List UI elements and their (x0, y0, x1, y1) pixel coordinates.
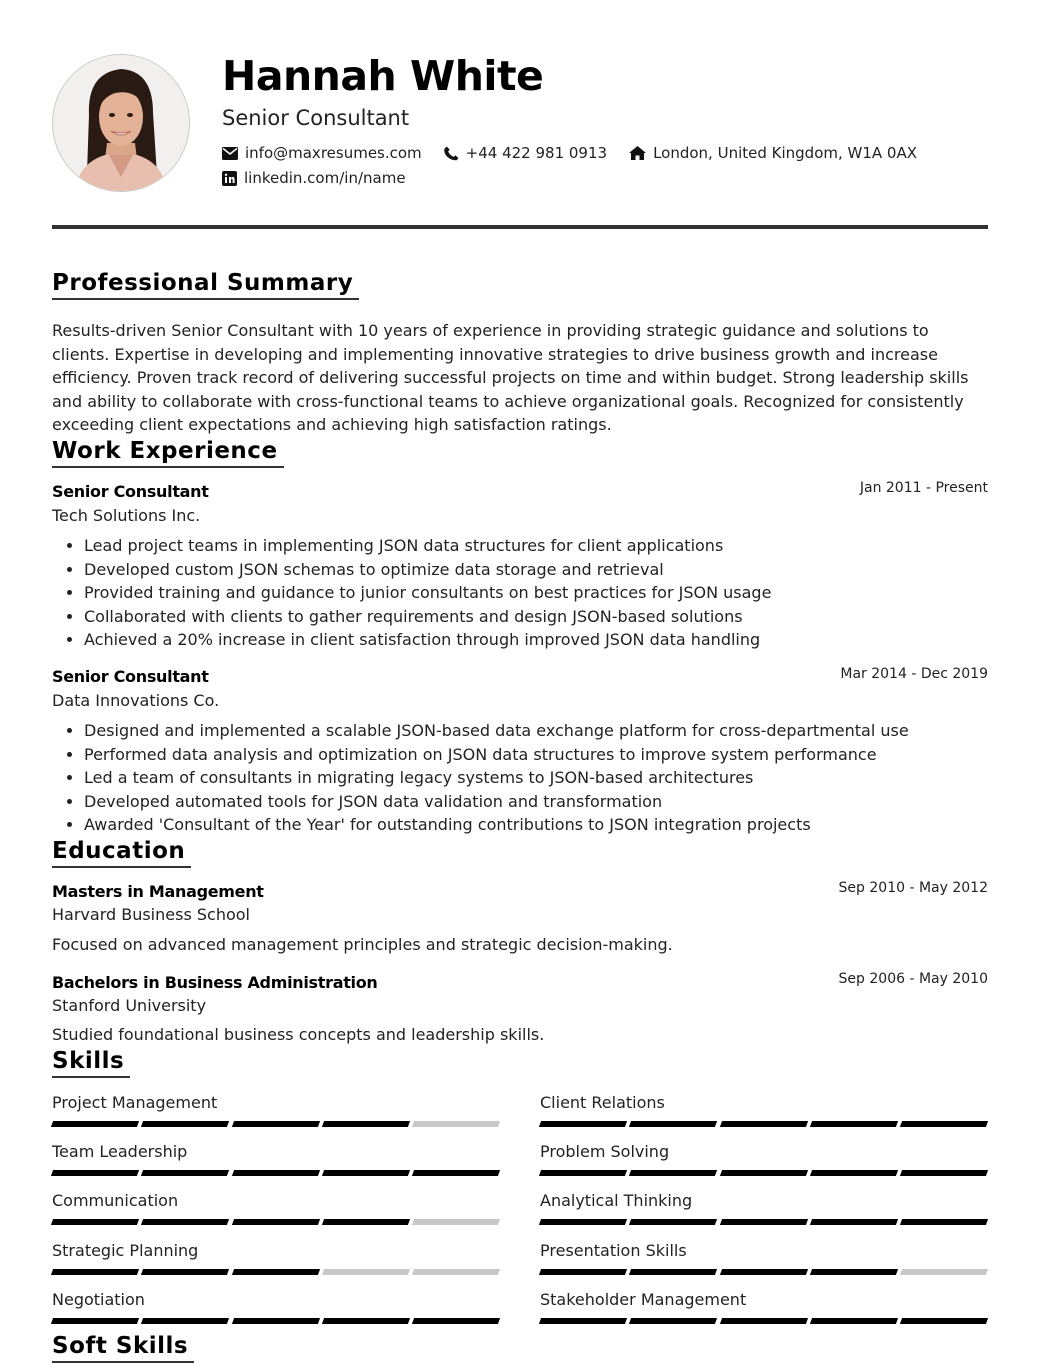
job-dates: Jan 2011 - Present (859, 480, 988, 496)
skill-level-filled (51, 1121, 139, 1127)
job-bullet: • Collaborated with clients to gather requirements and design JSON-based solutions (84, 605, 988, 629)
contact-phone[interactable] (444, 144, 607, 162)
skill-level-filled (231, 1170, 319, 1176)
skill-level-filled (322, 1170, 410, 1176)
skill-item (52, 1092, 499, 1127)
skill-level-filled (412, 1318, 500, 1324)
skill-level-filled (51, 1318, 139, 1324)
skill-level-filled (231, 1269, 319, 1275)
skill-level-filled (810, 1121, 898, 1127)
job-bullet: • Designed and implemented a scalable JSON-based data exchange platform for cross-departmental use (84, 719, 988, 743)
skill-item (540, 1141, 987, 1176)
skill-name: Project Management (52, 1093, 218, 1112)
skill-level-filled (141, 1121, 229, 1127)
skill-name: Team Leadership (52, 1142, 188, 1161)
skill-level-bar (52, 1170, 499, 1176)
linkedin-icon (222, 171, 237, 186)
education-dates: Sep 2006 - May 2010 (838, 971, 988, 987)
skill-name: Presentation Skills (540, 1241, 687, 1260)
avatar (52, 54, 190, 192)
skill-level-filled (810, 1318, 898, 1324)
job-bullet: • Developed automated tools for JSON data validation and transformation (84, 790, 988, 814)
skill-level-filled (539, 1121, 627, 1127)
candidate-title: Senior Consultant (222, 106, 410, 130)
resume-page (52, 0, 988, 1359)
job-company: Data Innovations Co. (52, 691, 220, 710)
skill-item (540, 1240, 987, 1275)
home-icon (629, 146, 646, 160)
skill-item (52, 1141, 499, 1176)
skill-level-bar (52, 1121, 499, 1127)
education-degree: Bachelors in Business Administration (52, 973, 378, 992)
education-school: Harvard Business School (52, 905, 250, 924)
skill-level-empty (412, 1269, 500, 1275)
skill-level-bar (540, 1219, 987, 1225)
skill-name: Communication (52, 1191, 179, 1210)
skill-level-empty (322, 1269, 410, 1275)
skill-level-filled (629, 1170, 717, 1176)
skill-level-filled (539, 1318, 627, 1324)
skill-level-bar (540, 1269, 987, 1275)
job-bullet: • Achieved a 20% increase in client satisfaction through improved JSON data handling (84, 628, 988, 652)
skill-item (52, 1289, 499, 1324)
experience-heading: Work Experience (52, 436, 284, 468)
skill-level-bar (52, 1318, 499, 1324)
contact-linkedin[interactable] (222, 169, 406, 187)
skill-level-filled (322, 1219, 410, 1225)
skill-level-filled (719, 1170, 807, 1176)
skill-level-filled (719, 1269, 807, 1275)
skill-level-filled (629, 1269, 717, 1275)
contact-email[interactable] (222, 144, 422, 162)
skill-level-filled (412, 1170, 500, 1176)
education-description: Focused on advanced management principles and strategic decision-making. (52, 935, 673, 954)
skill-item (52, 1190, 499, 1225)
education-heading: Education (52, 836, 191, 868)
job-bullet: • Developed custom JSON schemas to optimize data storage and retrieval (84, 558, 988, 582)
skill-level-filled (719, 1219, 807, 1225)
skill-level-empty (900, 1269, 988, 1275)
skill-item (540, 1092, 987, 1127)
skill-name: Client Relations (540, 1093, 665, 1112)
contact-row-secondary (222, 169, 428, 187)
job-title: Senior Consultant (52, 667, 209, 686)
portrait-photo-icon (53, 55, 189, 191)
job-company: Tech Solutions Inc. (52, 506, 201, 525)
education-description: Studied foundational business concepts and leadership skills. (52, 1025, 545, 1044)
skill-level-filled (231, 1121, 319, 1127)
job-bullet: • Led a team of consultants in migrating legacy systems to JSON-based architectures (84, 766, 988, 790)
skill-level-filled (810, 1170, 898, 1176)
skill-level-filled (629, 1219, 717, 1225)
skill-level-filled (900, 1121, 988, 1127)
summary-heading: Professional Summary (52, 268, 359, 300)
contact-row-primary (222, 144, 939, 162)
skill-level-empty (412, 1219, 500, 1225)
skill-name: Negotiation (52, 1290, 145, 1309)
skill-level-filled (322, 1121, 410, 1127)
skill-level-bar (540, 1318, 987, 1324)
skill-level-bar (52, 1219, 499, 1225)
skill-level-filled (810, 1219, 898, 1225)
phone-text: +44 422 981 0913 (465, 144, 608, 162)
skill-level-bar (52, 1269, 499, 1275)
skill-level-filled (141, 1219, 229, 1225)
skill-level-filled (900, 1219, 988, 1225)
job-title: Senior Consultant (52, 482, 209, 501)
job-bullets (52, 719, 988, 837)
skill-level-empty (412, 1121, 500, 1127)
skill-level-filled (51, 1170, 139, 1176)
skill-level-filled (231, 1318, 319, 1324)
job-bullet: • Provided training and guidance to junior consultants on best practices for JSON usage (84, 581, 988, 605)
resume-header (52, 0, 988, 200)
education-school: Stanford University (52, 996, 207, 1015)
skills-heading: Skills (52, 1046, 130, 1078)
skill-level-filled (629, 1121, 717, 1127)
phone-icon (444, 146, 459, 161)
skill-level-filled (322, 1318, 410, 1324)
skill-level-filled (141, 1269, 229, 1275)
skill-level-filled (141, 1170, 229, 1176)
skill-level-filled (539, 1170, 627, 1176)
skill-level-bar (540, 1121, 987, 1127)
job-bullets (52, 534, 988, 652)
skill-level-filled (810, 1269, 898, 1275)
job-dates: Mar 2014 - Dec 2019 (840, 666, 988, 682)
skill-level-filled (629, 1318, 717, 1324)
skill-level-filled (51, 1219, 139, 1225)
skill-level-filled (539, 1219, 627, 1225)
location-text: London, United Kingdom, W1A 0AX (653, 144, 918, 162)
job-bullet: • Awarded 'Consultant of the Year' for outstanding contributions to JSON integration projects (84, 813, 988, 837)
skill-name: Analytical Thinking (540, 1191, 693, 1210)
skill-level-filled (231, 1219, 319, 1225)
linkedin-text: linkedin.com/in/name (244, 169, 406, 187)
header-divider (52, 225, 988, 229)
education-degree: Masters in Management (52, 882, 264, 901)
envelope-icon (222, 147, 238, 160)
skill-level-filled (51, 1269, 139, 1275)
skill-name: Problem Solving (540, 1142, 670, 1161)
email-text: info@maxresumes.com (245, 144, 422, 162)
skill-level-bar (540, 1170, 987, 1176)
skill-level-filled (141, 1318, 229, 1324)
skill-level-filled (539, 1269, 627, 1275)
skill-item (52, 1240, 499, 1275)
skill-level-filled (719, 1318, 807, 1324)
job-bullet: • Lead project teams in implementing JSON data structures for client applications (84, 534, 988, 558)
education-dates: Sep 2010 - May 2012 (838, 880, 988, 896)
candidate-name: Hannah White (222, 52, 544, 100)
skill-item (540, 1289, 987, 1324)
skill-level-filled (900, 1170, 988, 1176)
soft-skills-heading: Soft Skills (52, 1331, 194, 1363)
skill-level-filled (900, 1318, 988, 1324)
job-bullet: • Performed data analysis and optimization on JSON data structures to improve system performance (84, 743, 988, 767)
skill-name: Stakeholder Management (540, 1290, 747, 1309)
contact-location (629, 144, 917, 162)
summary-text: Results-driven Senior Consultant with 10 years of experience in providing strategic guidance and solutions to clients. Expertise in developing and implementing innovative strategies to drive business growth and increase efficiency. Proven track record of delivering successful projects on time and within budget. Strong leadership skills and ability to collaborate with cross-functional teams to achieve organizational goals. Recognized for consistently exceeding client expectations and achieving high satisfaction ratings. (52, 321, 969, 434)
skill-item (540, 1190, 987, 1225)
skill-level-filled (719, 1121, 807, 1127)
skill-name: Strategic Planning (52, 1241, 199, 1260)
